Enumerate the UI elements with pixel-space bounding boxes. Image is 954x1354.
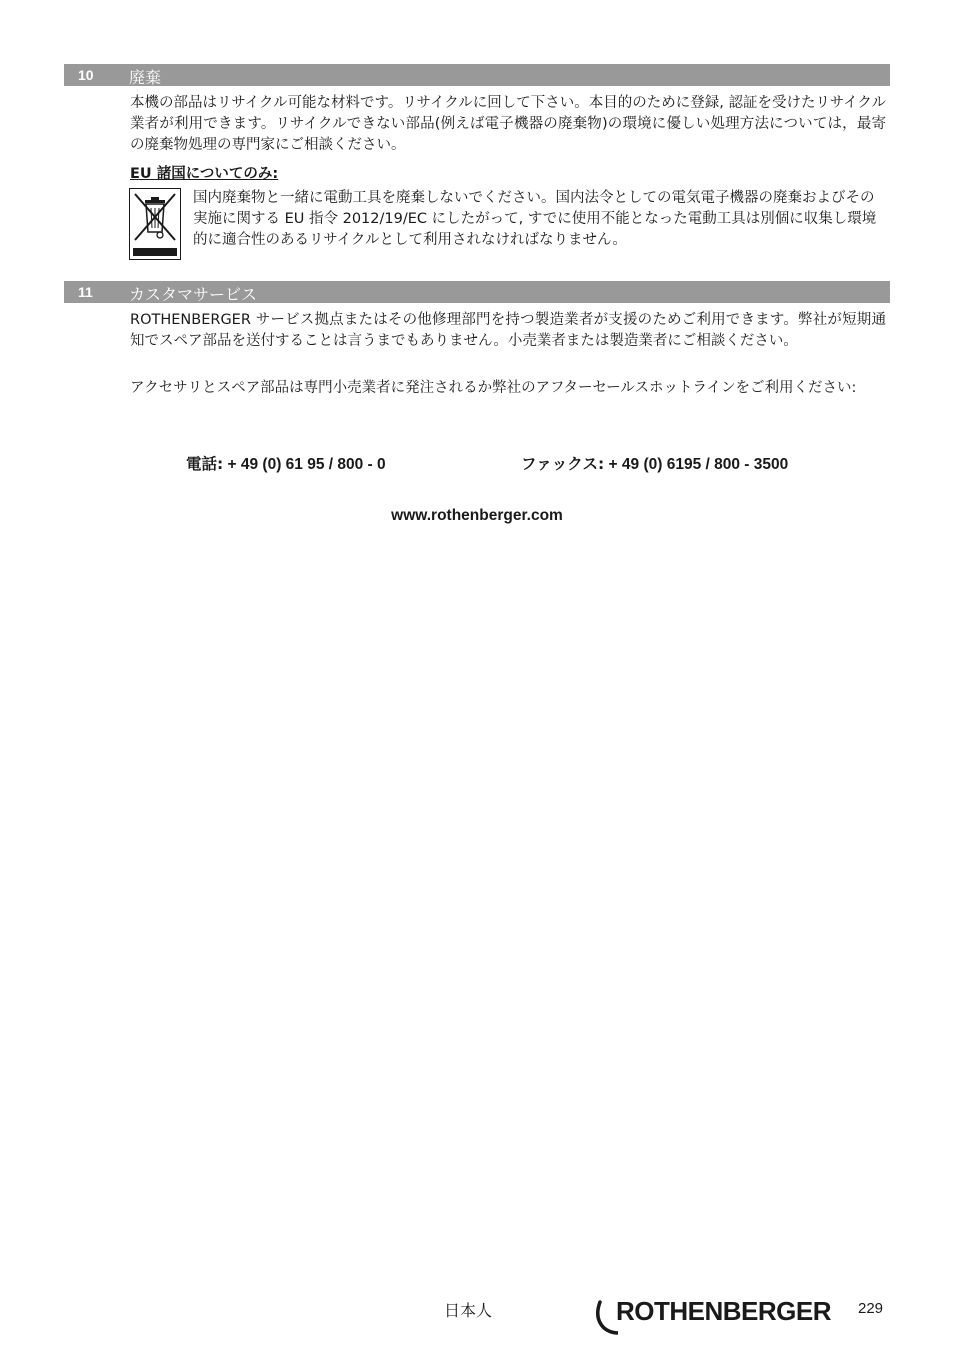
fax-number: + 49 (0) 6195 / 800 - 3500 — [608, 456, 789, 473]
fax-label: ファックス: — [521, 455, 605, 473]
phone-contact — [186, 452, 386, 474]
service-paragraph: ROTHENBERGER サービス拠点またはその他修理部門を持つ製造業者が支援のためご利用できます。弊社が短期通知でスペア部品を送付することは言うまでもありません。小売業者または製造業者にご相談ください。 — [130, 312, 886, 349]
logo-wordmark: ROTHENBERGER — [616, 1296, 832, 1326]
section-number: 10 — [78, 67, 94, 83]
website-link[interactable]: www.rothenberger.com — [391, 507, 563, 524]
hotline-paragraph: アクセサリとスペア部品は専門小売業者に発注されるか弊社のアフターセールスホットラインをご利用ください: — [130, 380, 857, 396]
footer-language: 日本人 — [444, 1301, 493, 1320]
eu-heading: EU 諸国についてのみ: — [130, 166, 279, 182]
crossed-out-wheelie-bin-icon — [129, 188, 181, 260]
disposal-paragraph: 本機の部品はリサイクル可能な材料です。リサイクルに回して下さい。本目的のために登録, 認証を受けたリサイクル業者が利用できます。リサイクルできない部品(例えば電子機器の廃棄物)の環境に優しい処理方法については，最寄の廃棄物処理の専門家にご相談ください。 — [130, 95, 886, 153]
page-number: 229 — [858, 1300, 884, 1317]
rothenberger-logo — [594, 1296, 840, 1336]
section-title: 廃棄 — [129, 68, 162, 87]
eu-disposal-text: 国内廃棄物と一緒に電動工具を廃棄しないでください。国内法令としての電気電子機器の廃棄およびその実施に関する EU 指令 2012/19/EC にしたがって, すでに使用不能となった電動工具は別個に収集し環境的に適合性のあるリサイクルとして利用されなければなりません。 — [193, 190, 877, 248]
section-header-customer-service — [64, 281, 890, 303]
section-title: カスタマサービス — [129, 285, 258, 304]
section-header-disposal — [64, 64, 890, 86]
section-number: 11 — [78, 284, 93, 300]
logo-swoosh-icon — [594, 1296, 618, 1336]
phone-number: + 49 (0) 61 95 / 800 - 0 — [227, 456, 386, 473]
phone-label: 電話: — [186, 455, 224, 473]
fax-contact — [521, 452, 788, 474]
